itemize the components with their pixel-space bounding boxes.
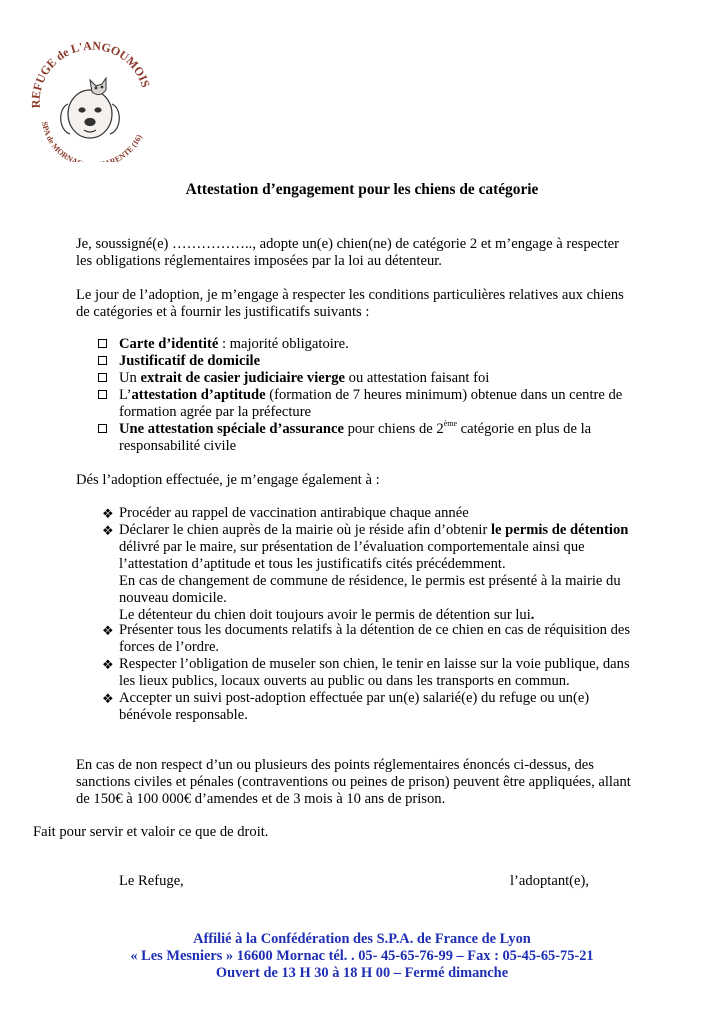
commitment-permis (102, 522, 662, 624)
item-text: responsabilité civile (119, 438, 237, 454)
refuge-logo (28, 38, 156, 162)
item-text: Un (119, 370, 141, 386)
checklist-item-domicile (98, 353, 658, 370)
adoption-day-line: de catégories et à fournir les justificatifs suivants : (76, 304, 370, 320)
checklist-item-casier (98, 370, 658, 387)
dog-and-cat-icon (28, 38, 156, 162)
sanctions-line: En cas de non respect d’un ou plusieurs des points réglementaires énoncés ci-dessus, des (76, 757, 594, 773)
after-adoption-text (76, 472, 656, 489)
commitment-text: Déclarer le chien auprès de la mairie où je réside afin d’obtenir (119, 522, 491, 538)
diamond-bullet-icon: ❖ (102, 623, 114, 638)
logo-bottom-text: SPA de MORNA RENTE (16) (39, 120, 144, 162)
footer (0, 931, 724, 977)
item-bold: Justificatif de domicile (119, 353, 261, 369)
item-text: ou attestation faisant foi (345, 370, 490, 386)
item-text: catégorie en plus de la (457, 421, 592, 437)
item-text: formation agrée par la préfecture (119, 404, 312, 420)
commitment-text: bénévole responsable. (119, 707, 248, 723)
item-text: pour chiens de 2 (343, 421, 444, 437)
item-text: : majorité obligatoire. (218, 336, 349, 352)
commitment-muzzle (102, 656, 662, 690)
commitment-text: les lieux publics, locaux ouverts au public ou dans les transports en commun. (119, 673, 570, 689)
footer-line: Ouvert de 13 H 30 à 18 H 00 – Fermé dimanche (215, 965, 509, 977)
commitment-bold: . (530, 607, 535, 623)
adoption-day-line: Le jour de l’adoption, je m’engage à respecter les conditions particulières relatives aux chiens (76, 287, 624, 303)
sanctions-line: de 150€ à 100 000€ d’amendes et de 3 mois à 10 ans de prison. (76, 791, 446, 807)
after-adoption-line: Dés l’adoption effectuée, je m’engage également à : (76, 472, 380, 488)
diamond-bullet-icon: ❖ (102, 506, 114, 521)
commitment-text: forces de l’ordre. (119, 639, 220, 655)
commitment-text: En cas de changement de commune de résidence, le permis est présenté à la mairie du (119, 573, 621, 589)
item-bold: attestation d’aptitude (131, 387, 266, 403)
item-bold: Carte d’identité (119, 336, 219, 352)
intro-line: les obligations réglementaires imposées par la loi au détenteur. (76, 253, 442, 269)
item-text: L’ (119, 387, 132, 403)
diamond-bullet-icon: ❖ (102, 657, 114, 672)
commitment-bold: le permis de détention (490, 522, 629, 538)
commitment-vaccination (102, 505, 662, 522)
checkbox-icon (98, 390, 107, 399)
page-title: Attestation d’engagement pour les chiens de catégorie (185, 181, 539, 198)
checkbox-icon (98, 373, 107, 382)
intro-line: Je, soussigné(e) …………….., adopte un(e) chien(ne) de catégorie 2 et m’engage à respecter (76, 236, 619, 252)
checkbox-icon (98, 424, 107, 433)
logo-top-text: REFUGE de L'ANGOUMOIS (28, 38, 153, 109)
commitment-followup (102, 690, 662, 724)
signature-adoptant: l’adoptant(e), (510, 873, 590, 889)
sanctions-paragraph (76, 757, 656, 808)
commitment-text: nouveau domicile. (119, 590, 227, 606)
item-text: (formation de 7 heures minimum) obtenue dans un centre de (265, 387, 623, 403)
commitment-text: Respecter l’obligation de museler son chien, le tenir en laisse sur la voie publique, dans (119, 656, 630, 672)
checkbox-icon (98, 356, 107, 365)
commitment-documents (102, 622, 662, 656)
diamond-bullet-icon: ❖ (102, 523, 114, 538)
commitment-text: Présenter tous les documents relatifs à la détention de ce chien en cas de réquisition des (119, 622, 631, 638)
footer-line: « Les Mesniers » 16600 Mornac tél. . 05- 45-65-76-99 – Fax : 05-45-65-75-21 (130, 948, 594, 964)
item-bold: extrait de casier judiciaire vierge (140, 370, 346, 386)
commitment-text: Le détenteur du chien doit toujours avoir le permis de détention sur lui (119, 607, 531, 623)
commitment-text: l’attestation d’aptitude et tous les justificatifs cités précédemment. (119, 556, 506, 572)
commitment-text: Accepter un suivi post-adoption effectuée par un(e) salarié(e) du refuge ou un(e) (119, 690, 590, 706)
diamond-bullet-icon: ❖ (102, 691, 114, 706)
checklist-item-aptitude (98, 387, 658, 421)
checkbox-icon (98, 339, 107, 348)
intro-paragraph (76, 236, 656, 270)
adoption-day-paragraph (76, 287, 656, 321)
commitment-text: Procéder au rappel de vaccination antirabique chaque année (119, 505, 469, 521)
superscript: ème (443, 419, 457, 428)
checklist-item-assurance (98, 421, 658, 455)
sanctions-line: sanctions civiles et pénales (contraventions ou peines de prison) peuvent être appliquées, allant (76, 774, 631, 790)
checklist-item-id-card (98, 336, 658, 353)
commitment-text: délivré par le maire, sur présentation de l’évaluation comportementale ainsi que (119, 539, 585, 555)
closing-statement: Fait pour servir et valoir ce que de droit. (33, 824, 269, 840)
footer-line: Affilié à la Confédération des S.P.A. de France de Lyon (193, 931, 531, 947)
item-bold: Une attestation spéciale d’assurance (119, 421, 344, 437)
signature-refuge: Le Refuge, (119, 873, 184, 889)
